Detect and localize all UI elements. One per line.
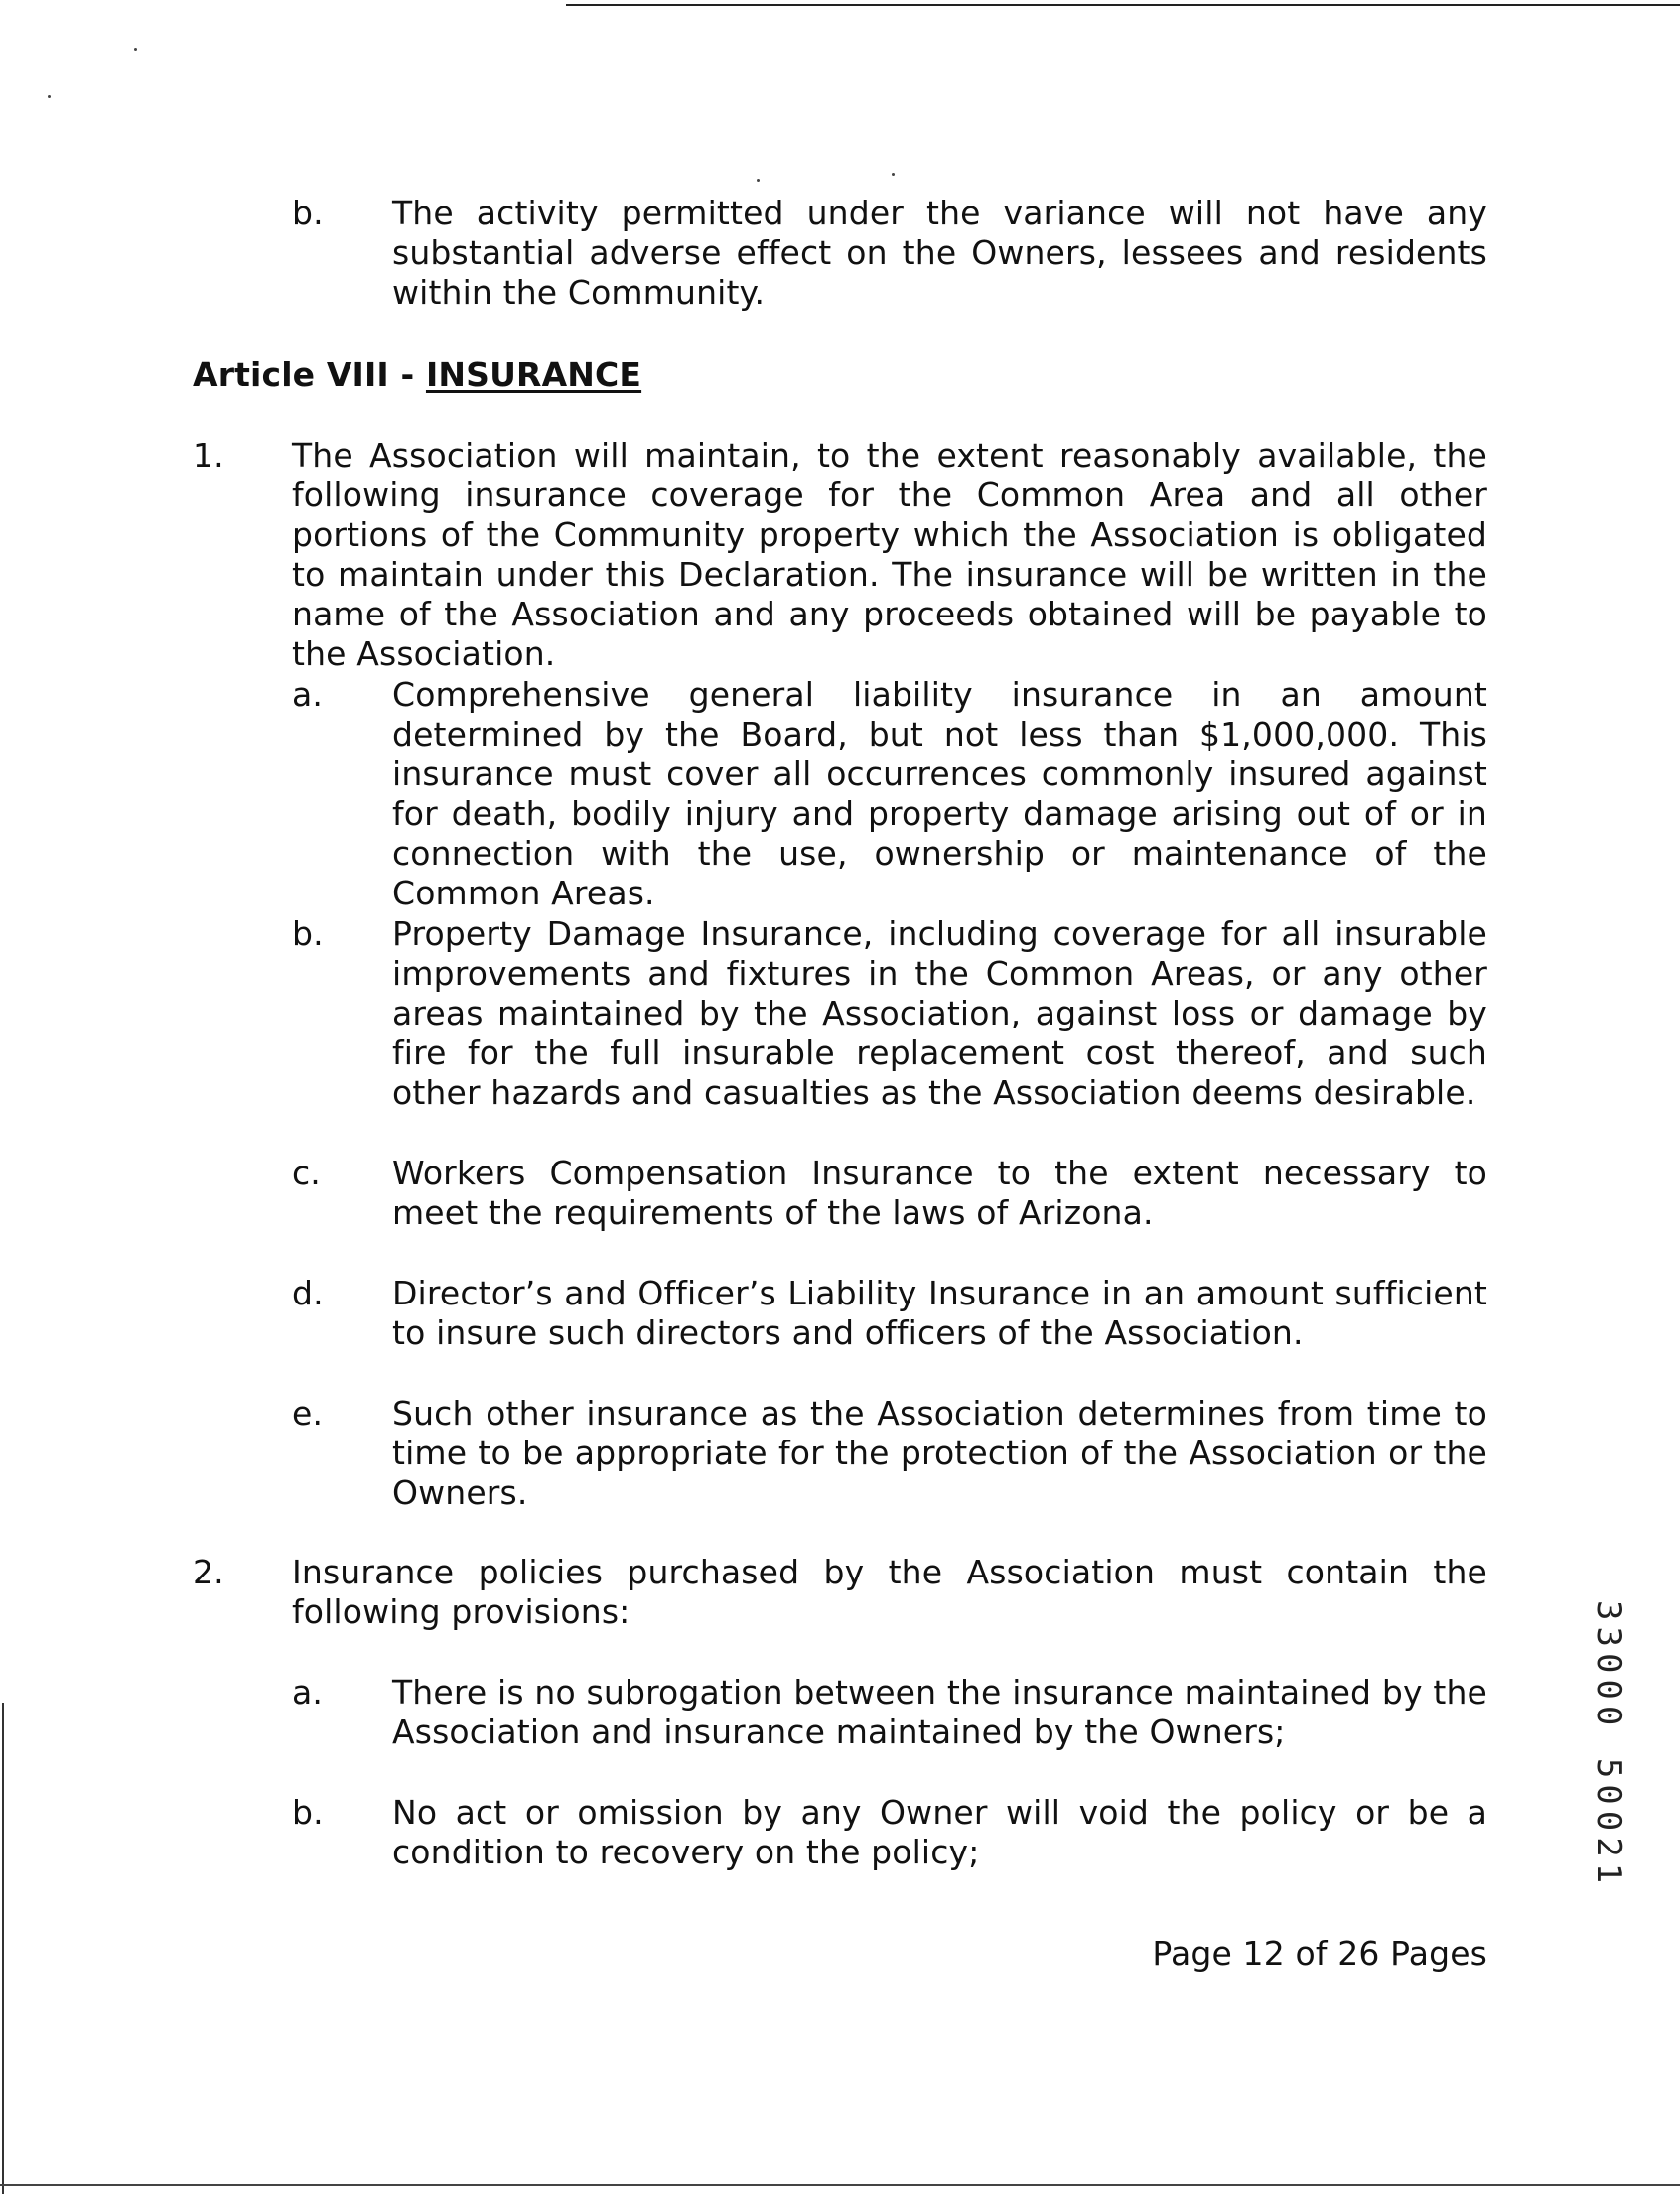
list-item-text: No act or omission by any Owner will void the policy or be a condition to recovery on the policy; <box>392 1793 1487 1871</box>
scan-edge-top <box>566 4 1680 6</box>
recording-number-stamp: 33000 50021 <box>1589 1600 1628 1890</box>
section-text: Insurance policies purchased by the Association must contain the following provisions: <box>292 1553 1487 1631</box>
list-marker: c. <box>292 1154 321 1192</box>
article-heading <box>193 355 641 395</box>
list-marker: b. <box>292 914 324 953</box>
section-number: 1. <box>193 436 224 475</box>
scan-speck <box>757 179 760 182</box>
list-marker: e. <box>292 1394 324 1433</box>
list-item-text: Director’s and Officer’s Liability Insurance in an amount sufficient to insure such directors and officers of the Association. <box>392 1274 1487 1352</box>
section-number: 2. <box>193 1553 224 1591</box>
list-item-text: The activity permitted under the variance will not have any substantial adverse effect on the Owners, lessees and residents within the Community. <box>392 194 1487 312</box>
scan-speck <box>892 173 895 176</box>
scan-speck <box>48 95 51 98</box>
section-text: The Association will maintain, to the extent reasonably available, the following insurance coverage for the Common Area and all other portions of the Community property which the Association is obligated to maintain under this Declaration. The insurance will be written in the name of the Association and any proceeds obtained will be payable to the Association. <box>292 436 1487 673</box>
article-label: Article VIII - <box>193 355 426 394</box>
list-item-text: Such other insurance as the Association determines from time to time to be appropriate for the protection of the Association or the Owners. <box>392 1394 1487 1512</box>
scan-edge-bottom <box>0 2184 1680 2186</box>
scan-edge-left <box>2 1703 4 2194</box>
list-item-text: Property Damage Insurance, including coverage for all insurable improvements and fixtures in the Common Areas, or any other areas maintained by the Association, against loss or damage by fire for the full insurable replacement cost thereof, and such other hazards and casualties as the Association deems desirable. <box>392 914 1487 1112</box>
list-marker: d. <box>292 1274 324 1312</box>
list-item-text: Comprehensive general liability insurance in an amount determined by the Board, but not less than $1,000,000. This insurance must cover all occurrences commonly insured against for death, bodily injury and property damage arising out of or in connection with the use, ownership or maintenance of the Common Areas. <box>392 675 1487 912</box>
list-marker: a. <box>292 1673 324 1712</box>
list-marker: b. <box>292 194 324 232</box>
list-item-text: There is no subrogation between the insurance maintained by the Association and insurance maintained by the Owners; <box>392 1673 1487 1751</box>
page-number: Page 12 of 26 Pages <box>1152 1934 1487 1973</box>
list-item-text: Workers Compensation Insurance to the extent necessary to meet the requirements of the laws of Arizona. <box>392 1154 1487 1232</box>
list-marker: a. <box>292 675 324 714</box>
scan-speck <box>134 48 137 51</box>
article-title: INSURANCE <box>425 355 642 394</box>
list-marker: b. <box>292 1793 324 1832</box>
